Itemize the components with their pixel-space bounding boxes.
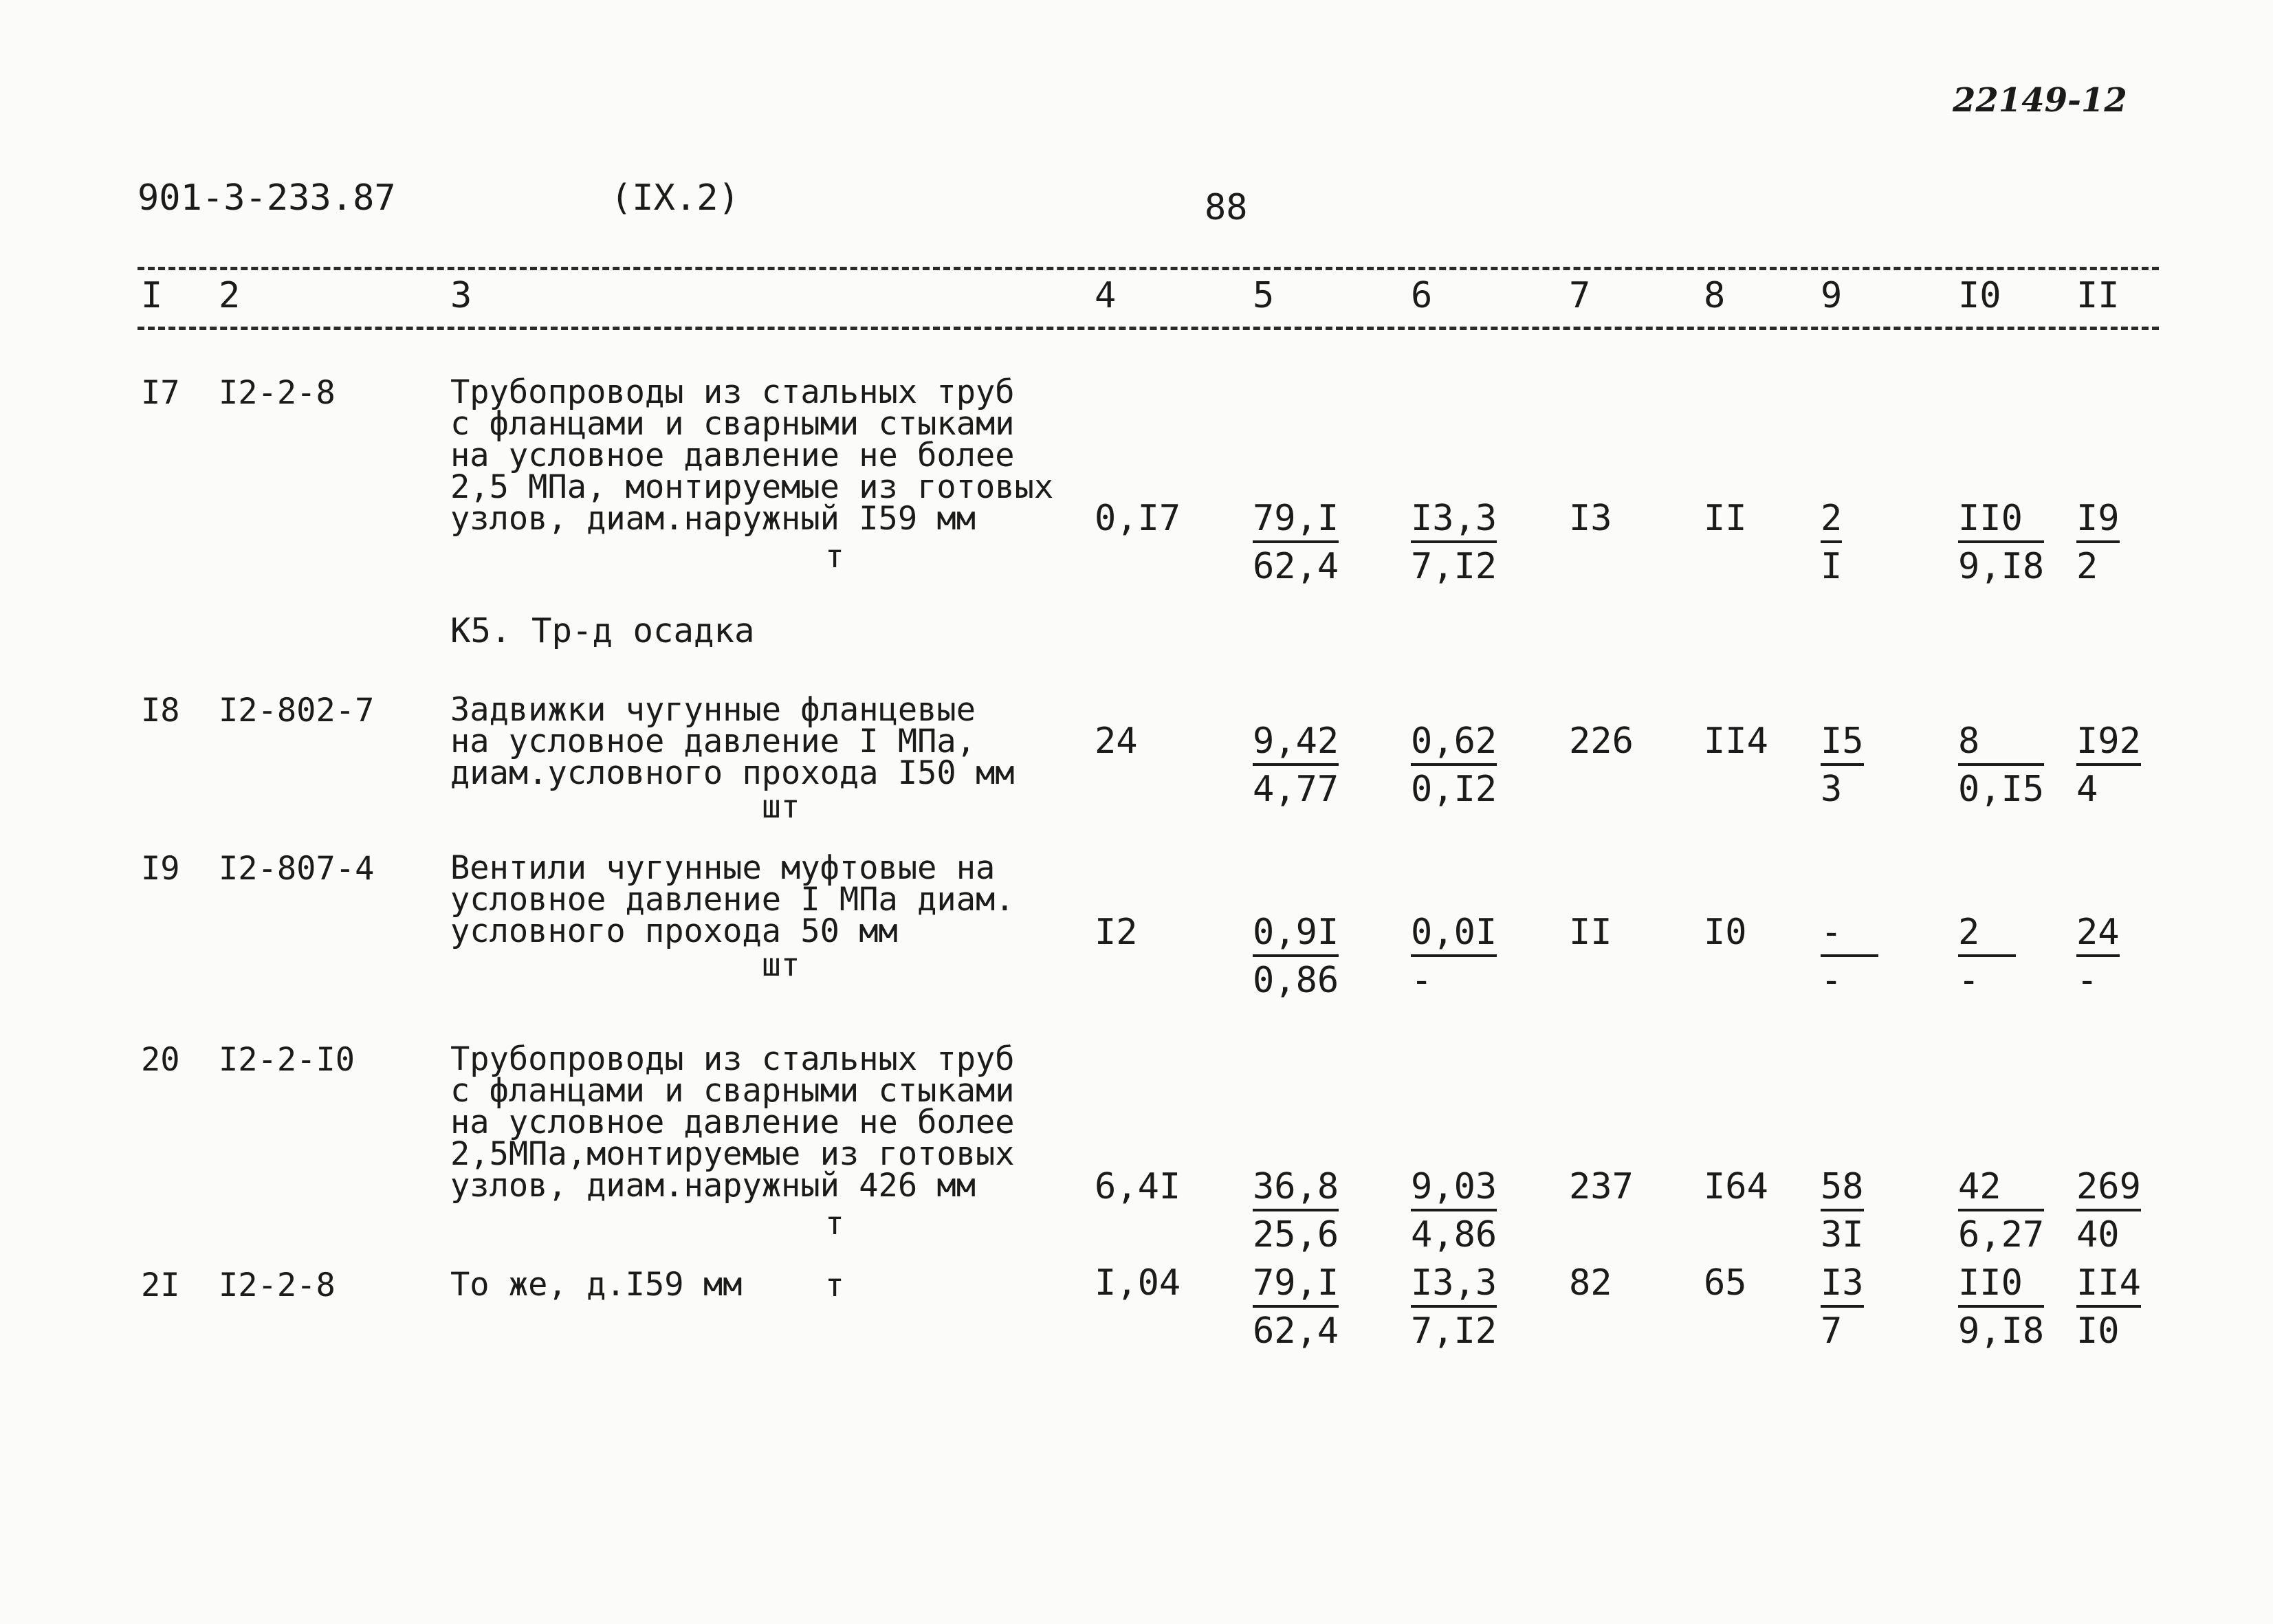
col10-fraction bbox=[1958, 1166, 2044, 1255]
col5-fraction bbox=[1253, 1166, 1339, 1255]
frac-top: 0,9I bbox=[1253, 912, 1339, 957]
col11-fraction bbox=[2076, 912, 2120, 1001]
row-number: I8 bbox=[141, 692, 180, 729]
col7-value: 82 bbox=[1569, 1262, 1612, 1304]
col7-value: 237 bbox=[1569, 1166, 1634, 1207]
frac-bottom: 4 bbox=[2076, 769, 2098, 810]
frac-top: 2 bbox=[1958, 912, 2016, 957]
frac-bottom: 62,4 bbox=[1253, 546, 1339, 587]
col8-value: II4 bbox=[1704, 721, 1768, 762]
frac-top: II0 bbox=[1958, 1262, 2044, 1308]
frac-top: 24 bbox=[2076, 912, 2120, 957]
col-header: 4 bbox=[1095, 275, 1117, 316]
rate-code: I2-807-4 bbox=[219, 850, 375, 888]
frac-bottom: 6,27 bbox=[1958, 1214, 2045, 1255]
col-header: 7 bbox=[1569, 275, 1591, 316]
work-description: Трубопроводы из стальных труб с фланцами и сварными стыками на условное давление не более 2,5 МПа, монтируемые из готовых узлов, диам.наружный I59 мм bbox=[450, 373, 1054, 538]
col6-fraction bbox=[1411, 912, 1497, 1001]
frac-bottom: 7 bbox=[1821, 1310, 1843, 1352]
frac-bottom: 9,I8 bbox=[1958, 546, 2045, 587]
col-header: 8 bbox=[1704, 275, 1726, 316]
frac-top: - bbox=[1821, 912, 1878, 957]
frac-top: I92 bbox=[2076, 721, 2141, 766]
frac-top: 9,03 bbox=[1411, 1166, 1497, 1211]
frac-top: 79,I bbox=[1253, 1262, 1339, 1308]
rate-code: I2-2-I0 bbox=[219, 1041, 355, 1079]
frac-bottom: 25,6 bbox=[1253, 1214, 1339, 1255]
col5-fraction bbox=[1253, 912, 1339, 1001]
col-header: 3 bbox=[450, 275, 472, 316]
col10-fraction bbox=[1958, 498, 2044, 587]
col-header: I bbox=[141, 275, 163, 316]
frac-bottom: 3I bbox=[1821, 1214, 1864, 1255]
frac-top: 0,62 bbox=[1411, 721, 1497, 766]
col9-fraction bbox=[1821, 1166, 1864, 1255]
col9-fraction bbox=[1821, 912, 1878, 1001]
frac-bottom: 0,86 bbox=[1253, 960, 1339, 1001]
col-header: II bbox=[2076, 275, 2120, 316]
col-header: 9 bbox=[1821, 275, 1843, 316]
frac-bottom: - bbox=[1411, 960, 1433, 1001]
rate-code: I2-802-7 bbox=[219, 692, 375, 729]
col-header: 5 bbox=[1253, 275, 1275, 316]
document-code: 901-3-233.87 bbox=[138, 177, 396, 219]
col8-value: II bbox=[1704, 498, 1747, 539]
quantity: I,04 bbox=[1095, 1262, 1181, 1304]
header-rule-top bbox=[138, 267, 2159, 270]
frac-bottom: 9,I8 bbox=[1958, 1310, 2045, 1352]
col10-fraction bbox=[1958, 1262, 2044, 1352]
col8-value: 65 bbox=[1704, 1262, 1747, 1304]
frac-bottom: 40 bbox=[2076, 1214, 2120, 1255]
col5-fraction bbox=[1253, 1262, 1339, 1352]
frac-top: I5 bbox=[1821, 721, 1864, 766]
frac-bottom: 4,86 bbox=[1411, 1214, 1497, 1255]
frac-top: I3,3 bbox=[1411, 498, 1497, 543]
col-header: I0 bbox=[1958, 275, 2001, 316]
frac-bottom: 2 bbox=[2076, 546, 2098, 587]
col-header: 2 bbox=[219, 275, 241, 316]
frac-bottom: 7,I2 bbox=[1411, 546, 1497, 587]
frac-top: 269 bbox=[2076, 1166, 2141, 1211]
row-number: I7 bbox=[141, 374, 180, 412]
header-rule-bottom bbox=[138, 327, 2159, 330]
work-description: То же, д.I59 мм bbox=[450, 1266, 743, 1304]
quantity: 0,I7 bbox=[1095, 498, 1181, 539]
unit: шт bbox=[762, 788, 800, 825]
col11-fraction bbox=[2076, 1262, 2141, 1352]
frac-top: I3 bbox=[1821, 1262, 1864, 1308]
col11-fraction bbox=[2076, 721, 2141, 810]
quantity: I2 bbox=[1095, 912, 1138, 953]
frac-top: 36,8 bbox=[1253, 1166, 1339, 1211]
quantity: 6,4I bbox=[1095, 1166, 1181, 1207]
frac-bottom: - bbox=[1958, 960, 1980, 1001]
handwritten-reference: 22149-12 bbox=[1953, 81, 2127, 120]
col7-value: 226 bbox=[1569, 721, 1634, 762]
frac-bottom: I0 bbox=[2076, 1310, 2120, 1352]
frac-bottom: 0,I5 bbox=[1958, 769, 2045, 810]
col6-fraction bbox=[1411, 498, 1497, 587]
frac-top: 0,0I bbox=[1411, 912, 1497, 957]
frac-top: 2 bbox=[1821, 498, 1842, 543]
quantity: 24 bbox=[1095, 721, 1138, 762]
rate-code: I2-2-8 bbox=[219, 1266, 336, 1304]
frac-bottom: I bbox=[1821, 546, 1843, 587]
frac-bottom: 7,I2 bbox=[1411, 1310, 1497, 1352]
col6-fraction bbox=[1411, 1262, 1497, 1352]
unit: т bbox=[825, 1205, 844, 1242]
section-label: (IX.2) bbox=[611, 177, 740, 219]
col7-value: II bbox=[1569, 912, 1612, 953]
frac-bottom: 3 bbox=[1821, 769, 1843, 810]
col6-fraction bbox=[1411, 1166, 1497, 1255]
col9-fraction bbox=[1821, 498, 1842, 587]
frac-top: 42 bbox=[1958, 1166, 2044, 1211]
row-number: I9 bbox=[141, 850, 180, 888]
frac-bottom: - bbox=[2076, 960, 2098, 1001]
work-description: Трубопроводы из стальных труб с фланцами и сварными стыками на условное давление не более 2,5МПа,монтируемые из готовых узлов, диам.наружный 426 мм bbox=[450, 1040, 1015, 1205]
page-number: 88 bbox=[1205, 187, 1248, 228]
col11-fraction bbox=[2076, 498, 2120, 587]
work-description: Задвижки чугунные фланцевые на условное давление I МПа, диам.условного прохода I50 мм bbox=[450, 691, 1015, 792]
col5-fraction bbox=[1253, 498, 1339, 587]
col7-value: I3 bbox=[1569, 498, 1612, 539]
frac-top: 58 bbox=[1821, 1166, 1864, 1211]
section-subheading: К5. Тр-д осадка bbox=[450, 611, 755, 650]
rate-code: I2-2-8 bbox=[219, 374, 336, 412]
unit: т bbox=[825, 538, 844, 575]
frac-top: 79,I bbox=[1253, 498, 1339, 543]
col8-value: I0 bbox=[1704, 912, 1747, 953]
col10-fraction bbox=[1958, 912, 2016, 1001]
frac-top: II0 bbox=[1958, 498, 2044, 543]
unit: т bbox=[825, 1266, 844, 1304]
frac-bottom: - bbox=[1821, 960, 1843, 1001]
col5-fraction bbox=[1253, 721, 1339, 810]
col11-fraction bbox=[2076, 1166, 2141, 1255]
col-header: 6 bbox=[1411, 275, 1433, 316]
col9-fraction bbox=[1821, 1262, 1864, 1352]
col8-value: I64 bbox=[1704, 1166, 1768, 1207]
col10-fraction bbox=[1958, 721, 2044, 810]
frac-bottom: 0,I2 bbox=[1411, 769, 1497, 810]
frac-top: 8 bbox=[1958, 721, 2044, 766]
frac-top: II4 bbox=[2076, 1262, 2141, 1308]
frac-top: I3,3 bbox=[1411, 1262, 1497, 1308]
frac-top: 9,42 bbox=[1253, 721, 1339, 766]
frac-top: I9 bbox=[2076, 498, 2120, 543]
row-number: 2I bbox=[141, 1266, 180, 1304]
unit: шт bbox=[762, 946, 800, 983]
work-description: Вентили чугунные муфтовые на условное давление I МПа диам. условного прохода 50 мм bbox=[450, 849, 1015, 950]
col9-fraction bbox=[1821, 721, 1864, 810]
frac-bottom: 4,77 bbox=[1253, 769, 1339, 810]
col6-fraction bbox=[1411, 721, 1497, 810]
frac-bottom: 62,4 bbox=[1253, 1310, 1339, 1352]
row-number: 20 bbox=[141, 1041, 180, 1079]
